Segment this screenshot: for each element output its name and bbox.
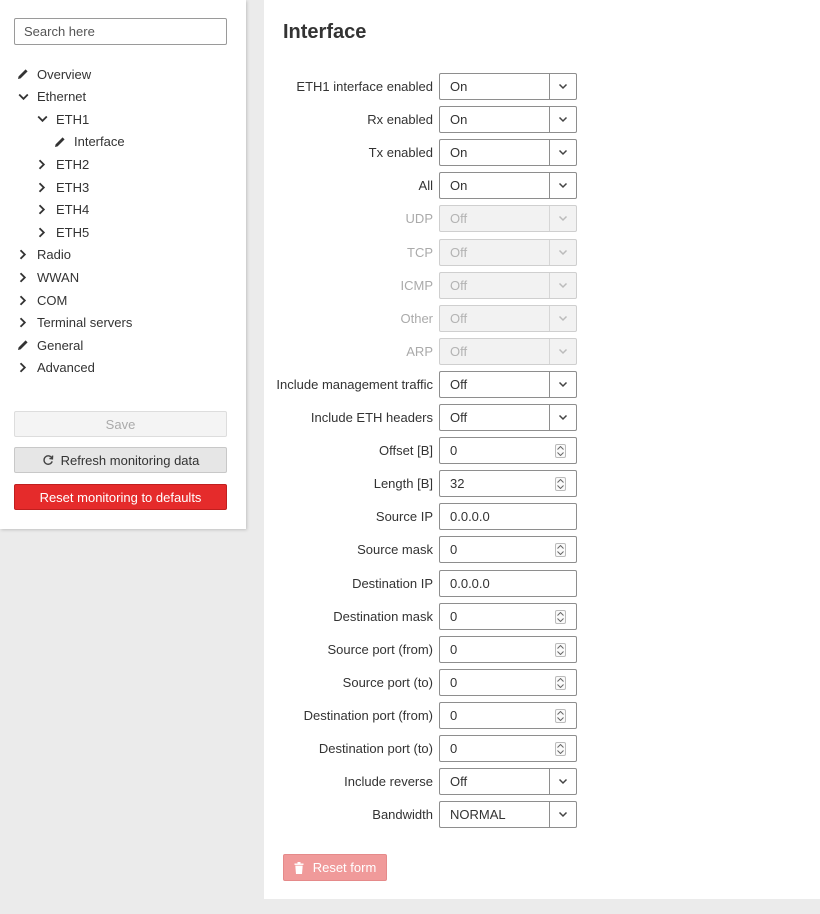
field-value: 0.0.0.0 <box>450 575 490 591</box>
spinner-icon[interactable] <box>555 543 566 557</box>
field-label: Length [B] <box>373 476 433 492</box>
field-value: 0 <box>450 674 458 690</box>
reset-form-label: Reset form <box>312 860 377 875</box>
chevron-down-icon[interactable] <box>549 74 576 99</box>
form-row <box>264 172 820 199</box>
chevron-right-icon <box>16 248 30 262</box>
field-value: 0 <box>450 608 458 624</box>
field-value: Off <box>450 376 468 392</box>
form-row <box>264 702 820 729</box>
chevron-right-icon <box>35 180 49 194</box>
chevron-down-icon[interactable] <box>549 173 576 198</box>
field-label: Other <box>400 310 433 326</box>
tree-item[interactable] <box>16 290 67 310</box>
form-row <box>264 503 820 530</box>
chevron-down-icon <box>16 90 30 104</box>
form-row <box>264 371 820 398</box>
form-row <box>264 636 820 663</box>
number-field[interactable] <box>439 702 577 729</box>
field-value: On <box>450 178 468 194</box>
spinner-icon[interactable] <box>555 709 566 723</box>
tree-item-label: ETH1 <box>56 111 90 127</box>
field-value: 32 <box>450 476 465 492</box>
field-value: 0 <box>450 443 458 459</box>
tree-item-label: Ethernet <box>37 89 87 105</box>
field-label: Bandwidth <box>372 807 433 823</box>
select-field <box>439 338 577 365</box>
refresh-monitoring-label: Refresh monitoring data <box>60 452 200 468</box>
tree-item[interactable] <box>35 222 89 242</box>
chevron-right-icon <box>35 225 49 239</box>
form-row <box>264 338 820 365</box>
search-input[interactable] <box>14 18 227 45</box>
tree-item-label: Interface <box>74 134 125 150</box>
tree-item-label: Radio <box>37 247 71 263</box>
chevron-right-icon <box>35 157 49 171</box>
tree-item[interactable] <box>16 358 95 378</box>
select-field[interactable] <box>439 172 577 199</box>
select-field[interactable] <box>439 404 577 431</box>
form-row <box>264 536 820 563</box>
field-label: Include reverse <box>344 774 433 790</box>
field-label: ETH1 interface enabled <box>296 79 433 94</box>
chevron-right-icon <box>16 293 30 307</box>
spinner-icon[interactable] <box>555 742 566 756</box>
field-value: Off <box>450 343 468 359</box>
tree-item-label: General <box>37 337 84 353</box>
chevron-right-icon <box>16 316 30 330</box>
field-label: ICMP <box>400 277 433 293</box>
spinner-icon[interactable] <box>555 444 566 458</box>
text-field[interactable] <box>439 503 577 530</box>
form-row <box>264 404 820 431</box>
tree-item[interactable] <box>35 109 89 129</box>
reset-monitoring-label: Reset monitoring to defaults <box>39 489 202 505</box>
field-label: All <box>418 178 433 194</box>
chevron-down-icon[interactable] <box>549 802 576 827</box>
spinner-icon[interactable] <box>555 477 566 491</box>
form-row <box>264 305 820 332</box>
chevron-down-icon[interactable] <box>549 140 576 165</box>
field-label: Source mask <box>357 542 433 558</box>
form-row <box>264 801 820 828</box>
field-value: Off <box>450 211 468 227</box>
reset-form-button[interactable] <box>283 854 387 881</box>
number-field[interactable] <box>439 437 577 464</box>
field-value: Off <box>450 774 468 790</box>
field-label: Source IP <box>375 509 433 525</box>
chevron-down-icon <box>549 339 576 364</box>
tree-item-label: Overview <box>37 66 92 82</box>
tree-item[interactable] <box>16 335 83 355</box>
field-label: Include ETH headers <box>310 410 433 425</box>
tree-item-label: ETH5 <box>56 224 90 240</box>
tree-item-label: WWAN <box>37 269 80 285</box>
form-row <box>264 106 820 133</box>
field-label: Destination port (to) <box>318 741 433 756</box>
main-panel <box>264 0 820 899</box>
number-field[interactable] <box>439 536 577 563</box>
select-field[interactable] <box>439 139 577 166</box>
field-value: 0 <box>450 741 458 756</box>
field-value: 0 <box>450 641 458 657</box>
tree-item[interactable] <box>16 267 79 287</box>
field-value: On <box>450 79 468 94</box>
chevron-right-icon <box>16 270 30 284</box>
number-field[interactable] <box>439 735 577 762</box>
select-field[interactable] <box>439 801 577 828</box>
form-row <box>264 669 820 696</box>
tree-item[interactable] <box>35 154 89 174</box>
tree-item-label: COM <box>37 292 68 308</box>
select-field <box>439 305 577 332</box>
select-field[interactable] <box>439 371 577 398</box>
field-value: Off <box>450 310 468 326</box>
form-row <box>264 205 820 232</box>
spinner-icon[interactable] <box>555 610 566 624</box>
tree-item-label: ETH2 <box>56 156 90 172</box>
select-field <box>439 272 577 299</box>
pencil-icon <box>53 135 67 149</box>
tree-item[interactable] <box>16 313 132 333</box>
form-row <box>264 272 820 299</box>
spinner-icon[interactable] <box>555 643 566 657</box>
field-value: Off <box>450 410 468 425</box>
chevron-right-icon <box>35 203 49 217</box>
field-value: On <box>450 145 468 161</box>
pencil-icon <box>16 67 30 81</box>
text-field[interactable] <box>439 570 577 597</box>
field-label: TCP <box>407 244 433 260</box>
field-label: Destination IP <box>352 575 433 591</box>
number-field[interactable] <box>439 669 577 696</box>
chevron-down-icon[interactable] <box>549 107 576 132</box>
chevron-right-icon <box>16 361 30 375</box>
field-value: 0 <box>450 542 458 558</box>
select-field <box>439 239 577 266</box>
field-value: 0.0.0.0 <box>450 509 490 525</box>
refresh-monitoring-button[interactable] <box>14 447 227 473</box>
tree-item-label: ETH3 <box>56 179 90 195</box>
field-label: Include management traffic <box>276 376 433 392</box>
chevron-down-icon[interactable] <box>549 769 576 794</box>
chevron-down-icon <box>35 112 49 126</box>
field-label: Source port (from) <box>327 641 433 657</box>
form-row <box>264 239 820 266</box>
form-row <box>264 73 820 100</box>
tree-item-label: Terminal servers <box>37 315 133 331</box>
field-label: Destination port (from) <box>303 707 433 723</box>
tree-item[interactable] <box>16 64 91 84</box>
tree-item[interactable] <box>35 177 89 197</box>
refresh-icon <box>42 454 54 466</box>
field-value: Off <box>450 277 468 293</box>
sidebar <box>0 0 246 529</box>
form-row <box>264 437 820 464</box>
select-field[interactable] <box>439 73 577 100</box>
field-label: Source port (to) <box>342 674 433 690</box>
field-label: Offset [B] <box>379 443 433 459</box>
chevron-down-icon[interactable] <box>549 372 576 397</box>
field-label: ARP <box>406 343 433 359</box>
number-field[interactable] <box>439 470 577 497</box>
tree-item-label: ETH4 <box>56 202 90 218</box>
tree-item-label: Advanced <box>37 360 95 376</box>
number-field[interactable] <box>439 603 577 630</box>
tree-item[interactable] <box>16 245 71 265</box>
save-button-label: Save <box>105 416 136 432</box>
form-row <box>264 603 820 630</box>
chevron-down-icon[interactable] <box>549 405 576 430</box>
pencil-icon <box>16 338 30 352</box>
chevron-down-icon <box>549 273 576 298</box>
field-label: Tx enabled <box>368 145 433 161</box>
field-value: 0 <box>450 707 458 723</box>
chevron-down-icon <box>549 306 576 331</box>
form-row <box>264 139 820 166</box>
tree-item[interactable] <box>16 87 86 107</box>
field-label: UDP <box>405 211 433 227</box>
reset-monitoring-button[interactable] <box>14 484 227 510</box>
form-row <box>264 570 820 597</box>
select-field <box>439 205 577 232</box>
save-button[interactable] <box>14 411 227 437</box>
select-field[interactable] <box>439 768 577 795</box>
tree-item[interactable] <box>35 200 89 220</box>
field-label: Destination mask <box>333 608 433 624</box>
chevron-down-icon <box>549 240 576 265</box>
number-field[interactable] <box>439 636 577 663</box>
chevron-down-icon <box>549 206 576 231</box>
form-row <box>264 470 820 497</box>
trash-icon <box>294 862 304 874</box>
field-value: Off <box>450 244 468 260</box>
page-title: Interface <box>283 21 367 43</box>
form-row <box>264 768 820 795</box>
spinner-icon[interactable] <box>555 676 566 690</box>
field-value: On <box>450 112 468 128</box>
form-row <box>264 735 820 762</box>
field-value: NORMAL <box>450 807 506 823</box>
select-field[interactable] <box>439 106 577 133</box>
tree-item[interactable] <box>53 132 125 152</box>
field-label: Rx enabled <box>367 112 433 128</box>
